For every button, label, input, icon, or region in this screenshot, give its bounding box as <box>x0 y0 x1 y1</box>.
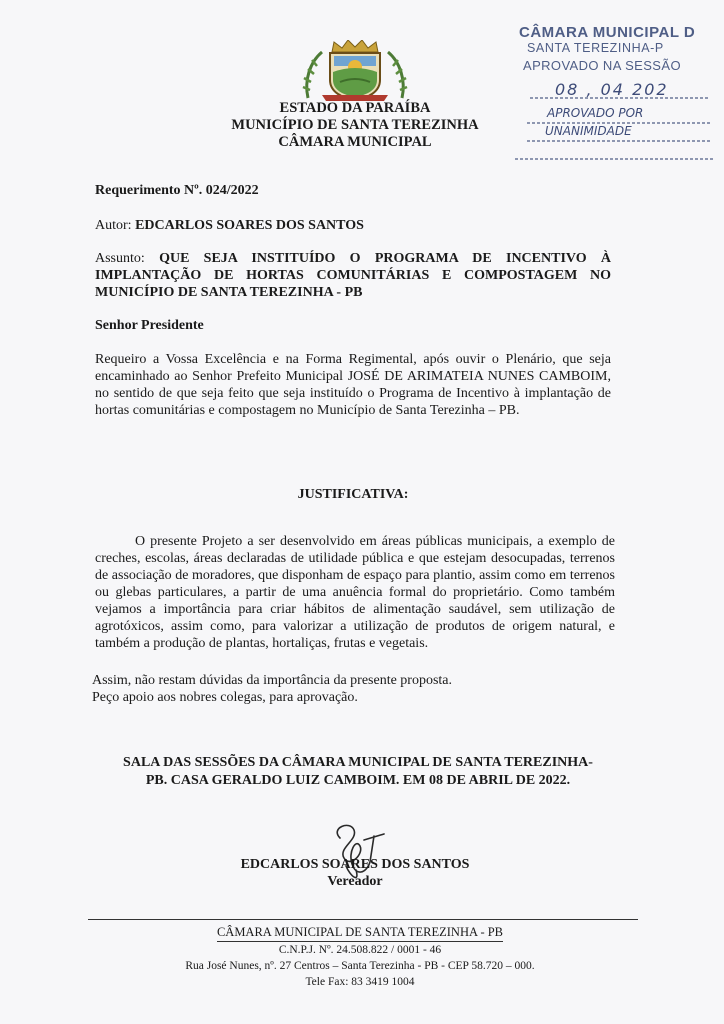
session-line-1: SALA DAS SESSÕES DA CÂMARA MUNICIPAL DE SANTA TEREZINHA- <box>123 755 593 770</box>
justification-title: JUSTIFICATIVA: <box>297 487 409 502</box>
footer-phone: Tele Fax: 83 3419 1004 <box>305 976 415 988</box>
closing-lines <box>92 672 612 706</box>
closing-line-1: Assim, não restam dúvidas da importância da presente proposta. <box>92 673 453 688</box>
stamp-underline-4 <box>515 157 715 161</box>
header-state: ESTADO DA PARAÍBA <box>279 100 431 116</box>
salutation: Senhor Presidente <box>95 318 204 333</box>
signer-role: Vereador <box>327 874 383 889</box>
stamp-line-approved: APROVADO NA SESSÃO <box>523 58 681 73</box>
footer-divider <box>88 919 638 920</box>
stamp-line-chamber: CÂMARA MUNICIPAL D <box>519 24 696 41</box>
justification-paragraph: O presente Projeto a ser desenvolvido em áreas públicas municipais, a exemplo de creches, escolas, áreas declaradas de utilidade pública e que estejam desocupadas, terrenos de associação de moradores, que disponham de espaço para plantio, assim como em terrenos ou glebas particulares, a partir de uma anuência formal do proprietário. Como também vejamos a importância para criar hábitos de alimentação saudável, sem utilização de agrotóxicos, assim como, para valorizar a utilização de produtos de origem natural, e também a produção de plantas, hortaliças, frutas e vegetais. <box>95 534 615 651</box>
author-label: Autor: <box>95 218 132 233</box>
author-name: EDCARLOS SOARES DOS SANTOS <box>135 218 364 233</box>
request-paragraph: Requeiro a Vossa Excelência e na Forma Regimental, após ouvir o Plenário, que seja encaminhado ao Senhor Prefeito Municipal JOSÉ DE ARIMATEIA NUNES CAMBOIM, no sentido de que seja feito que seja instituído o Programa de Incentivo à implantação de hortas comunitárias e compostagem no Município de Santa Terezinha – PB. <box>95 352 611 418</box>
stamp-date-underline <box>530 96 710 100</box>
footer-chamber-name: CÂMARA MUNICIPAL DE SANTA TEREZINHA - PB <box>217 924 503 942</box>
stamp-date: 08 , 04 202 <box>555 80 669 99</box>
header-municipality: MUNICÍPIO DE SANTA TEREZINHA <box>231 117 479 133</box>
municipal-coat-of-arms-icon <box>300 40 410 102</box>
session-room-statement <box>88 754 628 790</box>
subject-label: Assunto: <box>95 251 145 266</box>
subject-block <box>95 250 611 301</box>
signature-block <box>140 856 570 890</box>
stamp-approval-text-2: UNANIMIDADE <box>545 124 632 138</box>
signer-name: EDCARLOS SOARES DOS SANTOS <box>240 857 470 872</box>
footer <box>110 924 610 990</box>
stamp-approval-text-1: APROVADO POR <box>547 106 644 120</box>
closing-line-2: Peço apoio aos nobres colegas, para aprovação. <box>92 690 358 705</box>
session-line-2: PB. CASA GERALDO LUIZ CAMBOIM. EM 08 DE ABRIL DE 2022. <box>145 773 571 788</box>
author-line <box>95 218 364 234</box>
subject-text: QUE SEJA INSTITUÍDO O PROGRAMA DE INCENTIVO À IMPLANTAÇÃO DE HORTAS COMUNITÁRIAS E COMPOSTAGEM NO MUNICÍPIO DE SANTA TEREZINHA - PB <box>95 251 611 300</box>
footer-cnpj: C.N.P.J. Nº. 24.508.822 / 0001 - 46 <box>278 944 442 956</box>
approval-stamp <box>505 22 720 172</box>
header-chamber: CÂMARA MUNICIPAL <box>278 134 432 150</box>
stamp-line-city: SANTA TEREZINHA-P <box>527 41 664 55</box>
institution-header <box>150 100 560 151</box>
footer-address: Rua José Nunes, nº. 27 Centros – Santa Terezinha - PB - CEP 58.720 – 000. <box>185 960 535 972</box>
requerimento-number: Requerimento Nº. 024/2022 <box>95 183 259 198</box>
stamp-underline-3 <box>527 139 712 143</box>
